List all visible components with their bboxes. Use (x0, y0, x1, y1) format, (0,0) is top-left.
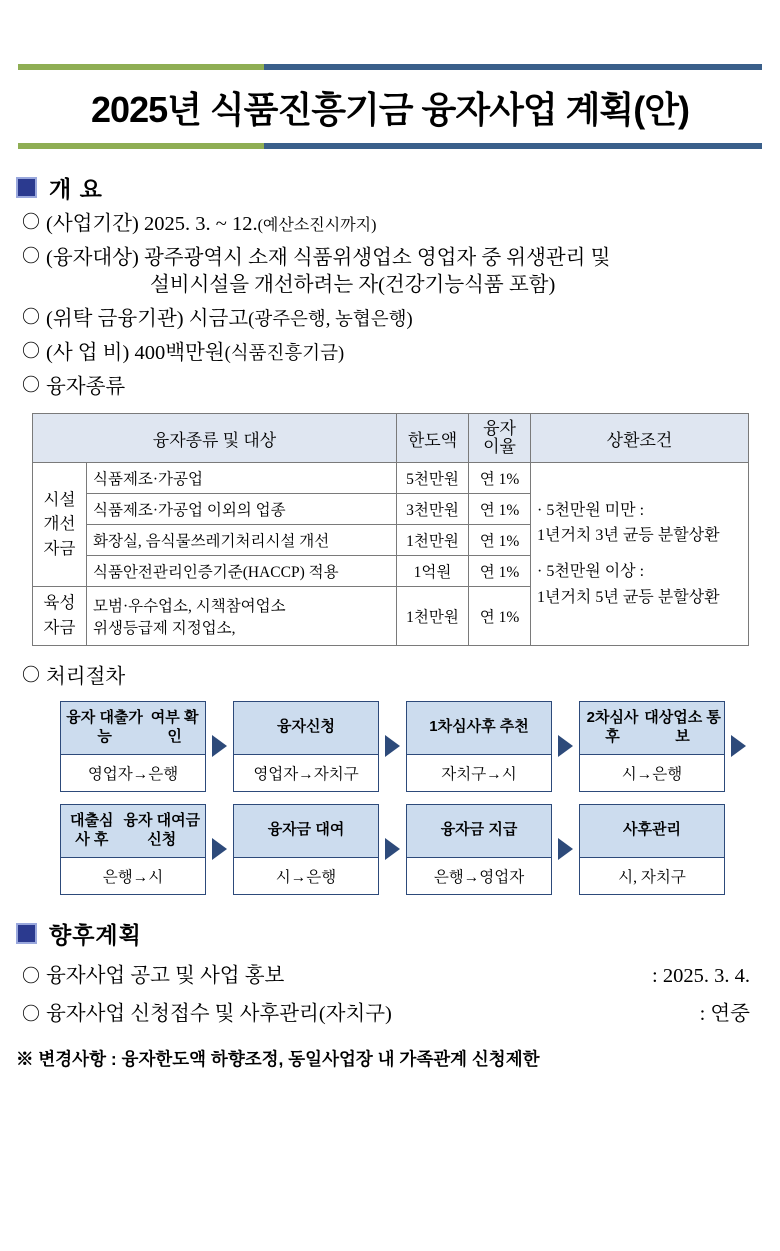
loan-table-header-target: 융자종류 및 대상 (33, 414, 397, 463)
arrow-right-icon (385, 735, 400, 757)
loan-category-facility-line3: 자금 (43, 539, 76, 559)
overview-item-target-label: (융자대상) (46, 247, 139, 270)
process-step-1-title-line1: 융자 대출가능 (66, 709, 143, 745)
overview-item-period-suffix: (예산소진시까지) (257, 217, 377, 234)
loan-row-desc-line1: 모범·우수업소, 시책참여업소 (93, 598, 286, 616)
process-flow-row-2 (60, 804, 780, 895)
process-step-8-flow: 시, 자치구 (580, 858, 724, 894)
process-step-6 (233, 804, 379, 895)
process-step-5-title (61, 805, 205, 858)
repay-cond1-line2: 1년거치 3년 균등 분할상환 (537, 527, 720, 545)
overview-item-budget (22, 340, 780, 367)
process-step-4-title-line1: 2차심사 후 (586, 709, 639, 745)
arrow-right-icon (212, 735, 227, 757)
process-step-3-flow: 자치구→시 (407, 755, 551, 791)
process-step-4-title (580, 702, 724, 755)
section-future-plan-heading (16, 917, 780, 950)
overview-item-target (22, 245, 780, 299)
overview-item-budget-value: 400백만원 (134, 342, 225, 365)
process-step-1-flow: 영업자→은행 (61, 755, 205, 791)
repay-spacer (537, 549, 742, 559)
overview-item-period-value: 2025. 3. ~ 12. (144, 213, 258, 235)
process-step-5-title-line2: 융자 대여금 신청 (123, 812, 201, 848)
loan-row-limit: 1천만원 (397, 587, 469, 646)
future-plan-item-1-label: 융자사업 공고 및 사업 홍보 (46, 964, 285, 987)
loan-table-header-repay: 상환조건 (531, 414, 749, 463)
loan-row-rate: 연 1% (469, 494, 531, 525)
title-bottom-rule (18, 143, 762, 149)
process-step-6-title: 융자금 대여 (234, 805, 378, 858)
circle-bullet-icon: 〇 (22, 246, 40, 267)
overview-item-target-value: 광주광역시 소재 식품위생업소 영업자 중 위생관리 및 (144, 247, 611, 270)
process-step-4-title-line2: 대상업소 통보 (644, 709, 721, 745)
circle-bullet-icon: 〇 (22, 341, 40, 362)
title-block (18, 64, 762, 149)
rule-segment-green (18, 64, 264, 70)
loan-row-desc: 식품안전관리인증기준(HACCP) 적용 (87, 556, 397, 587)
process-step-2-flow: 영업자→자치구 (234, 755, 378, 791)
overview-item-bank (22, 306, 780, 333)
future-plan-item-2-label: 융자사업 신청접수 및 사후관리(자치구) (46, 1002, 392, 1025)
arrow-right-icon (558, 838, 573, 860)
repay-cond2-line2: 1년거치 5년 균등 분할상환 (537, 588, 720, 606)
repay-cond1-line1: · 5천만원 미만 : (537, 501, 645, 519)
future-plan-item-1-date: : 2025. 3. 4. (652, 964, 750, 987)
loan-table-header-limit: 한도액 (397, 414, 469, 463)
loan-table (32, 413, 749, 646)
process-step-1-title-line2: 여부 확인 (150, 709, 199, 745)
circle-bullet-icon: 〇 (22, 375, 40, 396)
overview-item-bank-suffix: (광주은행, 농협은행) (248, 310, 413, 331)
process-step-3-title: 1차심사후 추천 (407, 702, 551, 755)
circle-bullet-icon: 〇 (22, 965, 40, 986)
overview-item-period-label: (사업기간) (46, 213, 139, 235)
loan-repayment-conditions (531, 463, 749, 646)
process-step-8-title: 사후관리 (580, 805, 724, 858)
loan-row-desc: 식품제조·가공업 이외의 업종 (87, 494, 397, 525)
section-overview-heading (16, 171, 780, 204)
circle-bullet-icon: 〇 (22, 307, 40, 328)
process-step-5 (60, 804, 206, 895)
loan-row-limit: 5천만원 (397, 463, 469, 494)
process-step-1-title (61, 702, 205, 755)
loan-category-growth (33, 587, 87, 646)
circle-bullet-icon: 〇 (22, 664, 40, 685)
process-heading (22, 664, 780, 691)
loan-row-desc (87, 587, 397, 646)
circle-bullet-icon: 〇 (22, 1003, 40, 1024)
process-step-2-title: 융자신청 (234, 702, 378, 755)
loan-row-desc: 화장실, 음식물쓰레기처리시설 개선 (87, 525, 397, 556)
document-page (0, 64, 780, 1251)
process-flow-row-1 (60, 701, 780, 792)
process-step-8 (579, 804, 725, 895)
process-step-5-title-line1: 대출심사 후 (70, 812, 114, 848)
process-step-4 (579, 701, 725, 792)
arrow-right-icon (212, 838, 227, 860)
loan-table-header-rate (469, 414, 531, 463)
loan-category-facility-line1: 시설 (43, 489, 76, 509)
repay-cond2-line1: · 5천만원 이상 : (537, 563, 645, 581)
arrow-right-icon (385, 838, 400, 860)
loan-category-growth-line2: 자금 (43, 618, 76, 638)
square-bullet-icon (16, 923, 37, 944)
process-step-3 (406, 701, 552, 792)
loan-table-header-rate-line2: 이율 (483, 437, 516, 457)
loan-row-rate: 연 1% (469, 463, 531, 494)
overview-item-bank-value: 시금고 (188, 308, 249, 331)
loan-row-desc-line2: 위생등급제 지정업소, (93, 620, 236, 638)
process-step-7-title: 융자금 지급 (407, 805, 551, 858)
process-step-2 (233, 701, 379, 792)
future-plan-item-2 (22, 996, 780, 1026)
loan-row-desc: 식품제조·가공업 (87, 463, 397, 494)
overview-item-bank-label: (위탁 금융기관) (46, 308, 184, 331)
process-heading-label: 처리절차 (46, 665, 126, 688)
loan-row-limit: 1억원 (397, 556, 469, 587)
loan-row-limit: 3천만원 (397, 494, 469, 525)
loan-table-header-row (33, 414, 749, 463)
section-overview-title: 개 요 (49, 176, 103, 202)
future-plan-item-1 (22, 958, 780, 988)
overview-item-loan-types-label: 융자종류 (46, 376, 126, 399)
process-step-5-flow: 은행→시 (61, 858, 205, 894)
loan-row-rate: 연 1% (469, 525, 531, 556)
process-step-7 (406, 804, 552, 895)
arrow-right-icon (558, 735, 573, 757)
loan-category-facility (33, 463, 87, 587)
rule-segment-blue-2 (509, 64, 762, 70)
arrow-right-icon (731, 735, 746, 757)
overview-item-budget-body (46, 340, 780, 367)
overview-item-budget-suffix: (식품진흥기금) (224, 344, 345, 365)
process-step-4-flow: 시→은행 (580, 755, 724, 791)
overview-item-target-line2: 설비시설을 개선하려는 자(건강기능식품 포함) (150, 274, 556, 297)
loan-category-facility-line2: 개선 (43, 514, 76, 534)
loan-row-limit: 1천만원 (397, 525, 469, 556)
loan-category-growth-line1: 육성 (43, 593, 76, 613)
title-top-rule (18, 64, 762, 70)
overview-item-period (22, 211, 780, 238)
rule-segment-blue (264, 143, 510, 149)
rule-segment-blue (264, 64, 510, 70)
rule-segment-blue-2 (509, 143, 762, 149)
square-bullet-icon (16, 177, 37, 198)
circle-bullet-icon: 〇 (22, 212, 40, 232)
overview-item-bank-body (46, 306, 780, 333)
loan-row-rate: 연 1% (469, 556, 531, 587)
table-row (33, 463, 749, 494)
process-step-6-flow: 시→은행 (234, 858, 378, 894)
overview-item-loan-types (22, 374, 780, 401)
rule-segment-green (18, 143, 264, 149)
process-step-7-flow: 은행→영업자 (407, 858, 551, 894)
overview-item-target-body (46, 245, 780, 299)
change-note: ※ 변경사항 : 융자한도액 하향조정, 동일사업장 내 가족관계 신청제한 (16, 1048, 540, 1069)
overview-item-period-body (46, 211, 780, 238)
process-step-1 (60, 701, 206, 792)
page-title: 2025년 식품진흥기금 융자사업 계획(안) (91, 89, 689, 130)
future-plan-item-2-date: : 연중 (699, 1002, 750, 1025)
section-future-plan-title: 향후계획 (49, 921, 142, 948)
loan-row-rate: 연 1% (469, 587, 531, 646)
overview-item-budget-label: (사 업 비) (46, 342, 130, 365)
loan-table-header-rate-line1: 융자 (483, 419, 516, 439)
